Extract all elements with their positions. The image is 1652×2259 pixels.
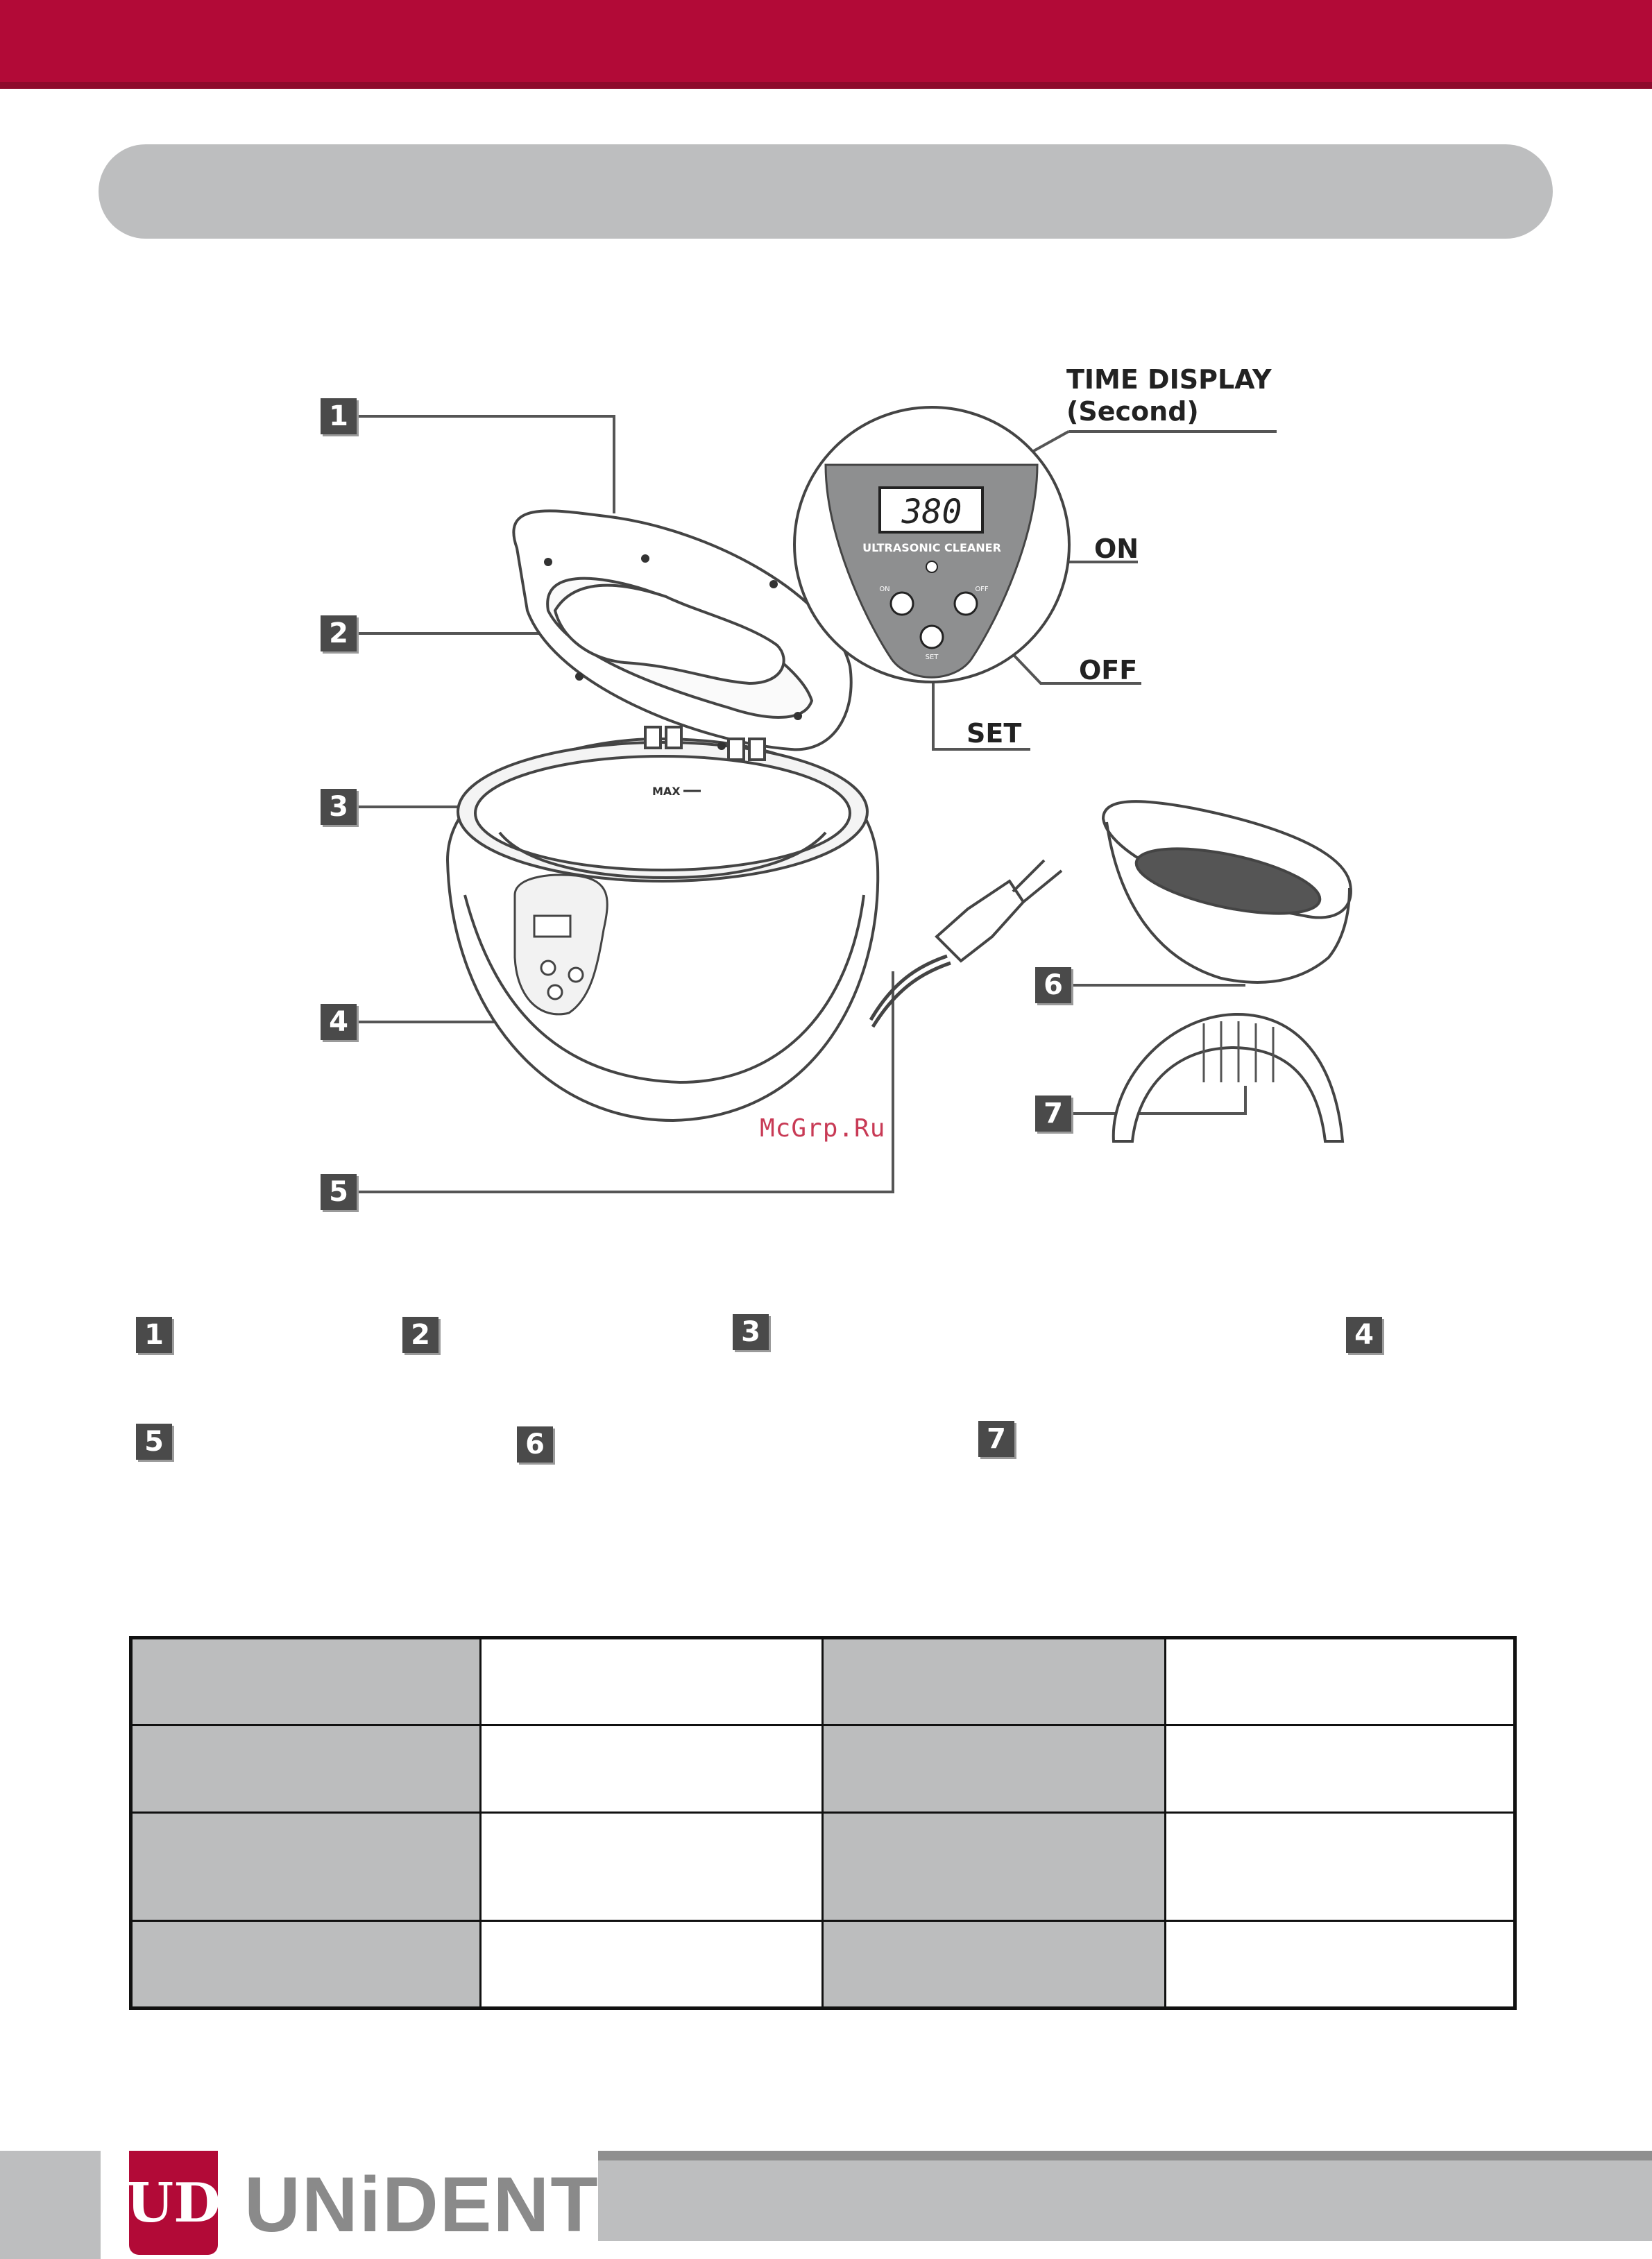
basket [1103, 801, 1351, 982]
table-cell [823, 1725, 1165, 1813]
legend-num-7: 7 [978, 1421, 1014, 1457]
table-cell [823, 1813, 1165, 1921]
diagram-num-5: 5 [321, 1174, 357, 1210]
panel-btn-set-label: SET [925, 654, 939, 661]
table-cell [481, 1638, 823, 1725]
callout-on: ON [1094, 534, 1139, 564]
watch-holder [1114, 1014, 1343, 1141]
power-cord [871, 956, 951, 1027]
legend-num-4: 4 [1346, 1317, 1382, 1353]
diagram-num-6: 6 [1035, 967, 1071, 1003]
panel-brand-label: ULTRASONIC CLEANER [862, 541, 1001, 554]
callout-set: SET [966, 718, 1022, 749]
panel-btn-on-label: ON [879, 586, 890, 593]
panel-display-value: 380 [901, 493, 962, 531]
brand-logo-mark: UD [129, 2151, 218, 2255]
leader-line-1 [357, 416, 614, 513]
table-cell [131, 1725, 481, 1813]
spec-table [129, 1636, 1517, 2010]
diagram-num-1: 1 [321, 398, 357, 434]
table-cell [1165, 1725, 1515, 1813]
table-cell [131, 1813, 481, 1921]
legend-num-1: 1 [136, 1317, 172, 1353]
callout-time-display [1066, 364, 1271, 427]
legend-num-3: 3 [733, 1314, 769, 1350]
panel-btn-off-label: OFF [975, 586, 989, 593]
legend-num-5: 5 [136, 1424, 172, 1460]
callout-off: OFF [1079, 655, 1138, 685]
callout-time-display-line1: TIME DISPLAY [1066, 364, 1272, 395]
tank-max-mark: MAX [652, 785, 681, 798]
legend-num-2: 2 [402, 1317, 438, 1353]
footer-band-left [0, 2151, 101, 2259]
table-row [131, 1725, 1515, 1813]
diagram-num-4: 4 [321, 1004, 357, 1040]
table-cell [1165, 1921, 1515, 2009]
diagram-num-3: 3 [321, 789, 357, 825]
table-cell [823, 1638, 1165, 1725]
table-cell [823, 1921, 1165, 2009]
callout-time-display-line2: (Second) [1066, 396, 1199, 427]
footer-band-right [598, 2151, 1652, 2241]
diagram-num-7: 7 [1035, 1096, 1071, 1132]
table-cell [1165, 1813, 1515, 1921]
legend-num-6: 6 [517, 1426, 553, 1463]
table-cell [131, 1638, 481, 1725]
watermark: McGrp.Ru [760, 1114, 886, 1143]
diagram-num-2: 2 [321, 615, 357, 651]
plug [937, 860, 1062, 961]
table-cell [481, 1725, 823, 1813]
table-cell [1165, 1638, 1515, 1725]
table-cell [481, 1813, 823, 1921]
table-row [131, 1813, 1515, 1921]
leader-line-7 [1072, 1086, 1245, 1114]
table-cell [131, 1921, 481, 2009]
table-row [131, 1638, 1515, 1725]
brand-logo-text: UNiDENT [244, 2161, 599, 2248]
table-cell [481, 1921, 823, 2009]
table-row [131, 1921, 1515, 2009]
